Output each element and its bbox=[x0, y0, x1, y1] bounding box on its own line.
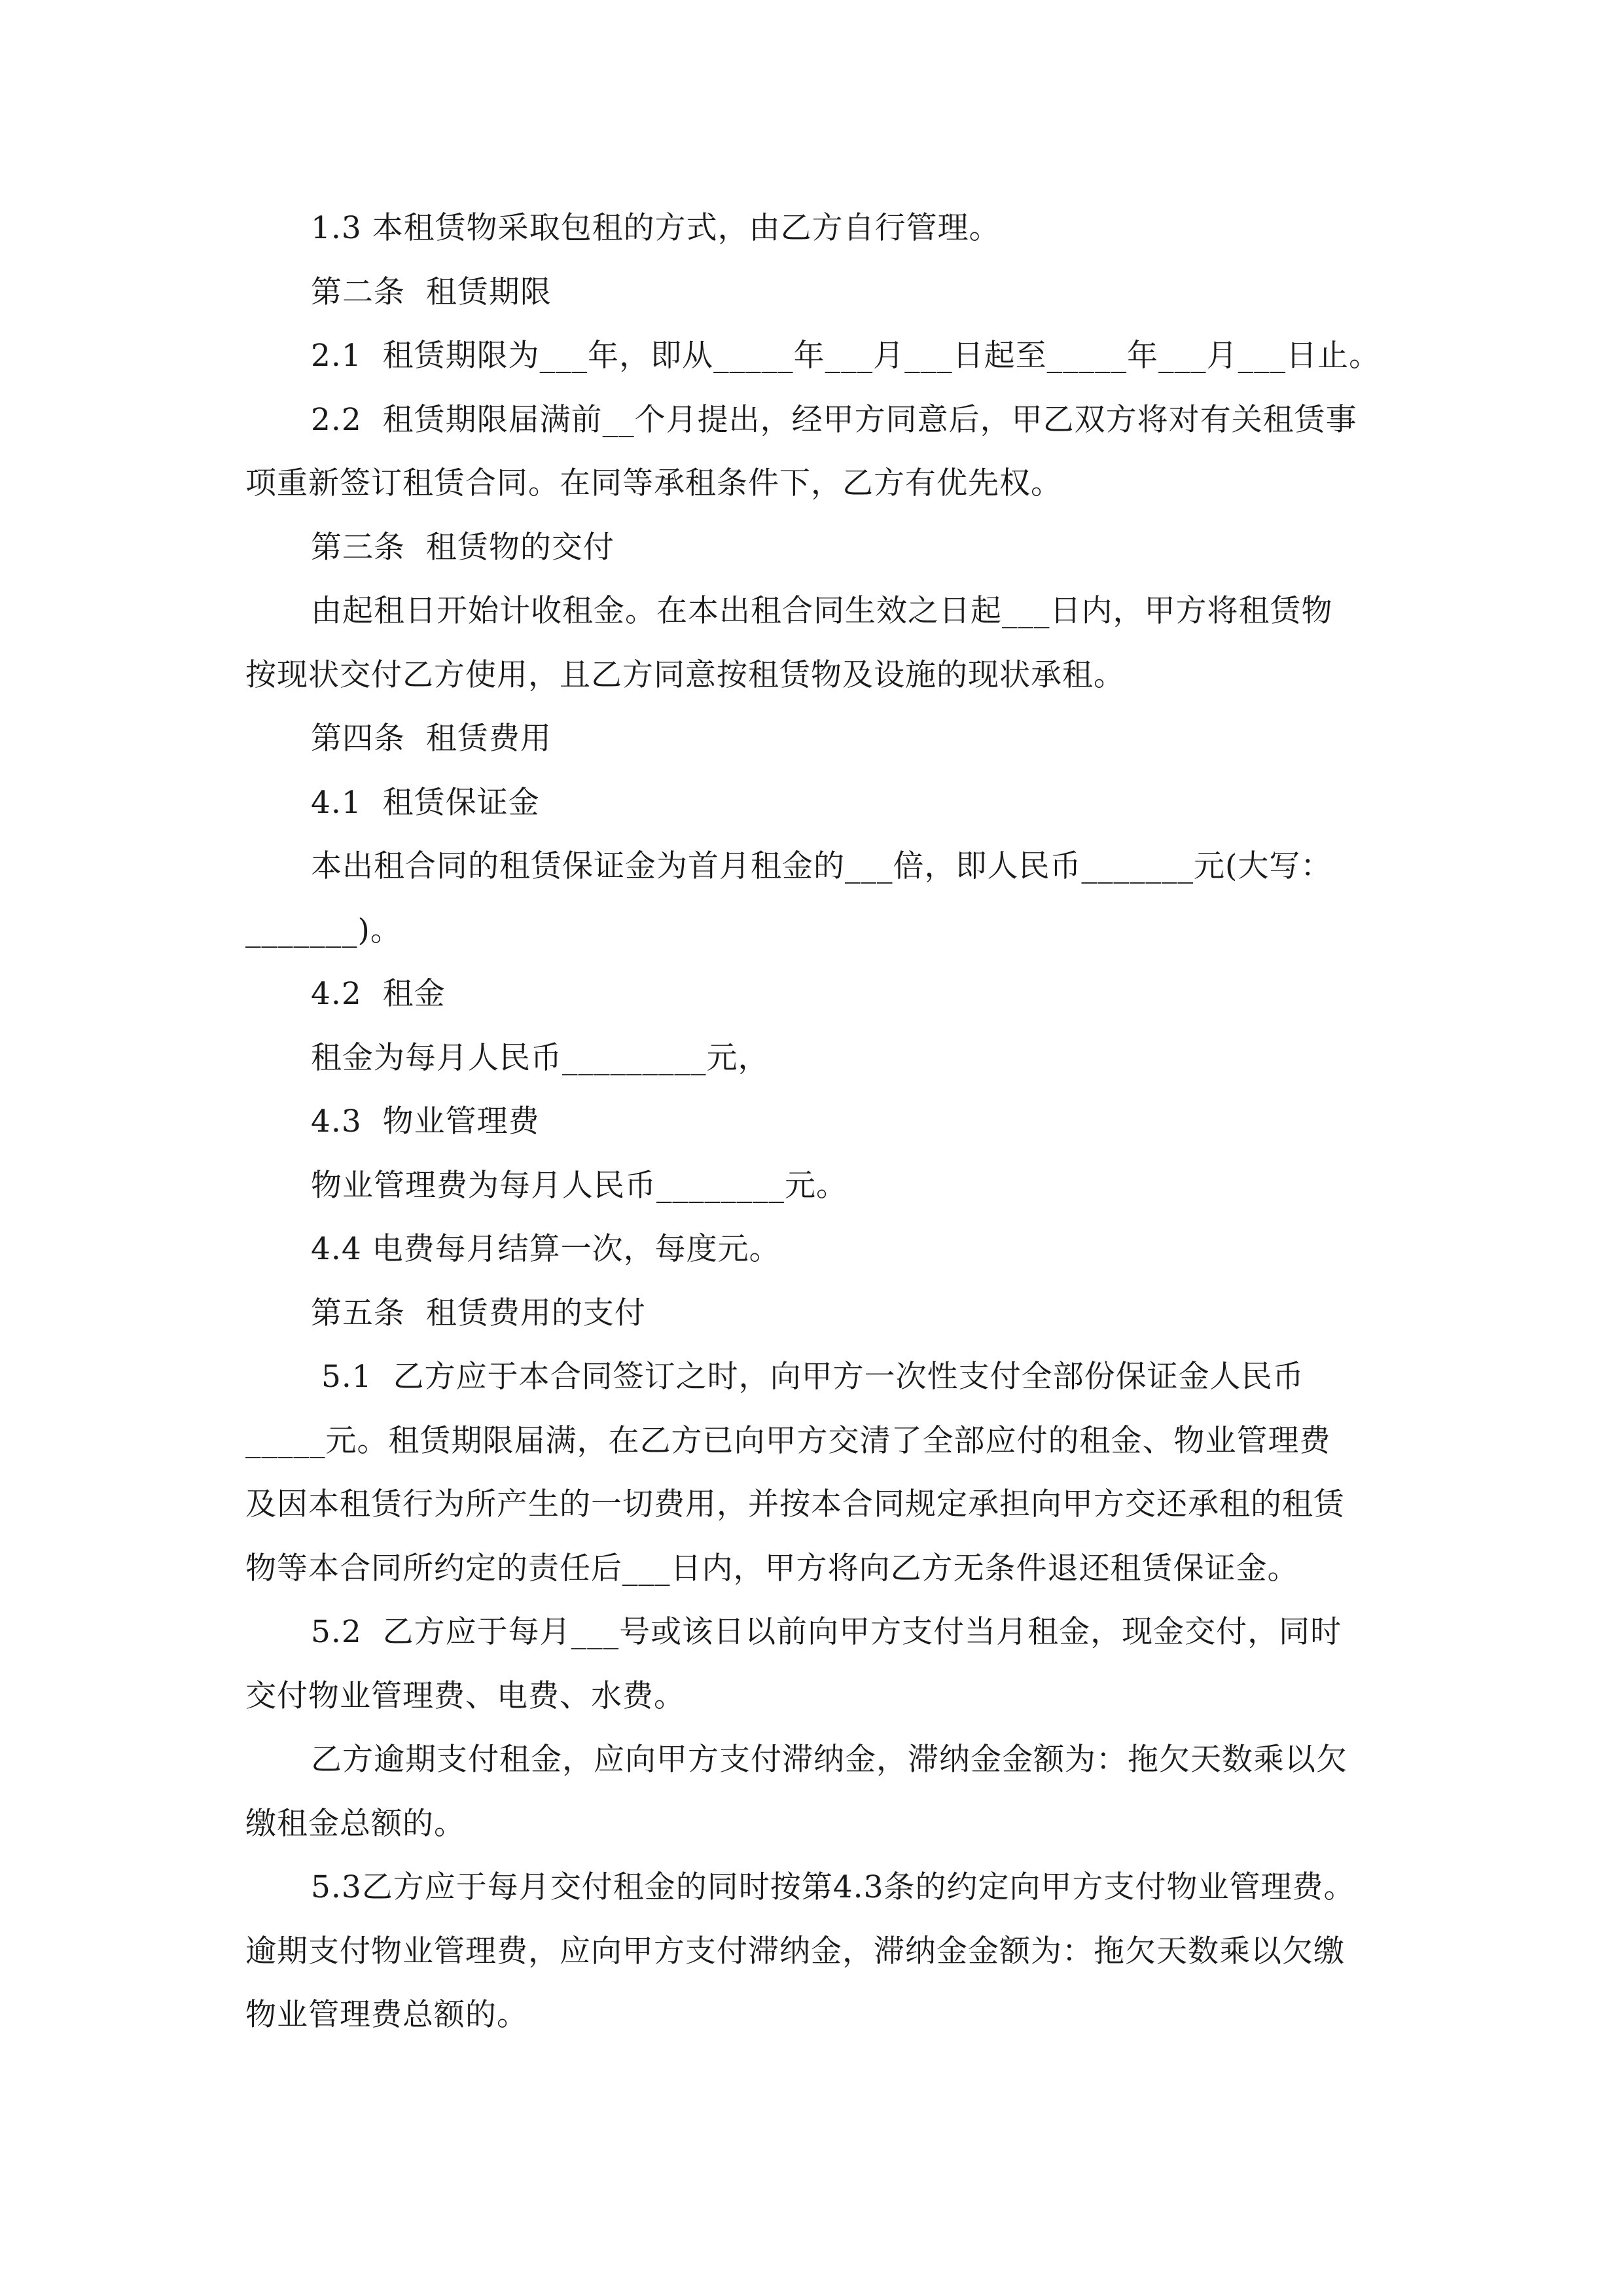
article-3-text-line-2: 按现状交付乙方使用，且乙方同意按租赁物及设施的现状承租。 bbox=[245, 656, 1125, 693]
article-3-text-line-1: 由起租日开始计收租金。在本出租合同生效之日起___日内，甲方将租赁物 bbox=[311, 593, 1333, 629]
article-5-heading: 第五条 租赁费用的支付 bbox=[311, 1295, 646, 1331]
clause-5-1-line-3: 及因本租赁行为所产生的一切费用，并按本合同规定承担向甲方交还承租的租赁 bbox=[245, 1486, 1345, 1522]
clause-4-2-heading: 4.2 租金 bbox=[311, 976, 446, 1012]
clause-4-2-text: 租金为每月人民币_________元， bbox=[311, 1039, 770, 1076]
contract-text bbox=[245, 196, 1387, 2047]
clause-4-1-text-line-2: _______)。 bbox=[245, 912, 402, 948]
clause-5-1-line-4: 物等本合同所约定的责任后___日内，甲方将向乙方无条件退还租赁保证金。 bbox=[245, 1550, 1299, 1587]
clause-4-3-heading: 4.3 物业管理费 bbox=[311, 1103, 540, 1139]
clause-5-3-line-2: 逾期支付物业管理费，应向甲方支付滞纳金，滞纳金金额为：拖欠天数乘以欠缴 bbox=[245, 1933, 1345, 1969]
clause-5-3-line-1: 5.3乙方应于每月交付租金的同时按第4.3条的约定向甲方支付物业管理费。 bbox=[311, 1869, 1355, 1905]
clause-1-3: 1.3 本租赁物采取包租的方式，由乙方自行管理。 bbox=[311, 210, 1001, 246]
clause-2-2-line-2: 项重新签订租赁合同。在同等承租条件下，乙方有优先权。 bbox=[245, 465, 1062, 501]
clause-4-3-text: 物业管理费为每月人民币________元。 bbox=[311, 1167, 847, 1204]
article-4-heading: 第四条 租赁费用 bbox=[311, 721, 552, 757]
late-rent-line-2: 缴租金总额的。 bbox=[245, 1805, 465, 1842]
clause-2-1: 2.1 租赁期限为___年，即从_____年___月___日起至_____年___月___日止。 bbox=[311, 338, 1381, 374]
clause-4-1-heading: 4.1 租赁保证金 bbox=[311, 784, 540, 821]
clause-5-1-line-1: 5.1 乙方应于本合同签订之时，向甲方一次性支付全部份保证金人民币 bbox=[311, 1359, 1304, 1395]
clause-5-2-line-1: 5.2 乙方应于每月___号或该日以前向甲方支付当月租金，现金交付，同时 bbox=[311, 1614, 1342, 1650]
clause-4-1-text-line-1: 本出租合同的租赁保证金为首月租金的___倍，即人民币_______元(大写： bbox=[311, 848, 1332, 884]
clause-2-2-line-1: 2.2 租赁期限届满前__个月提出，经甲方同意后，甲乙双方将对有关租赁事 bbox=[311, 401, 1357, 438]
late-rent-line-1: 乙方逾期支付租金，应向甲方支付滞纳金，滞纳金金额为：拖欠天数乘以欠 bbox=[311, 1742, 1347, 1778]
article-2-heading: 第二条 租赁期限 bbox=[311, 274, 552, 310]
clause-4-4: 4.4 电费每月结算一次，每度元。 bbox=[311, 1231, 781, 1267]
article-3-heading: 第三条 租赁物的交付 bbox=[311, 529, 615, 565]
clause-5-1-line-2: _____元。租赁期限届满，在乙方已向甲方交清了全部应付的租金、物业管理费 bbox=[245, 1422, 1331, 1459]
clause-5-2-line-2: 交付物业管理费、电费、水费。 bbox=[245, 1677, 685, 1714]
clause-5-3-line-3: 物业管理费总额的。 bbox=[245, 1997, 528, 2033]
